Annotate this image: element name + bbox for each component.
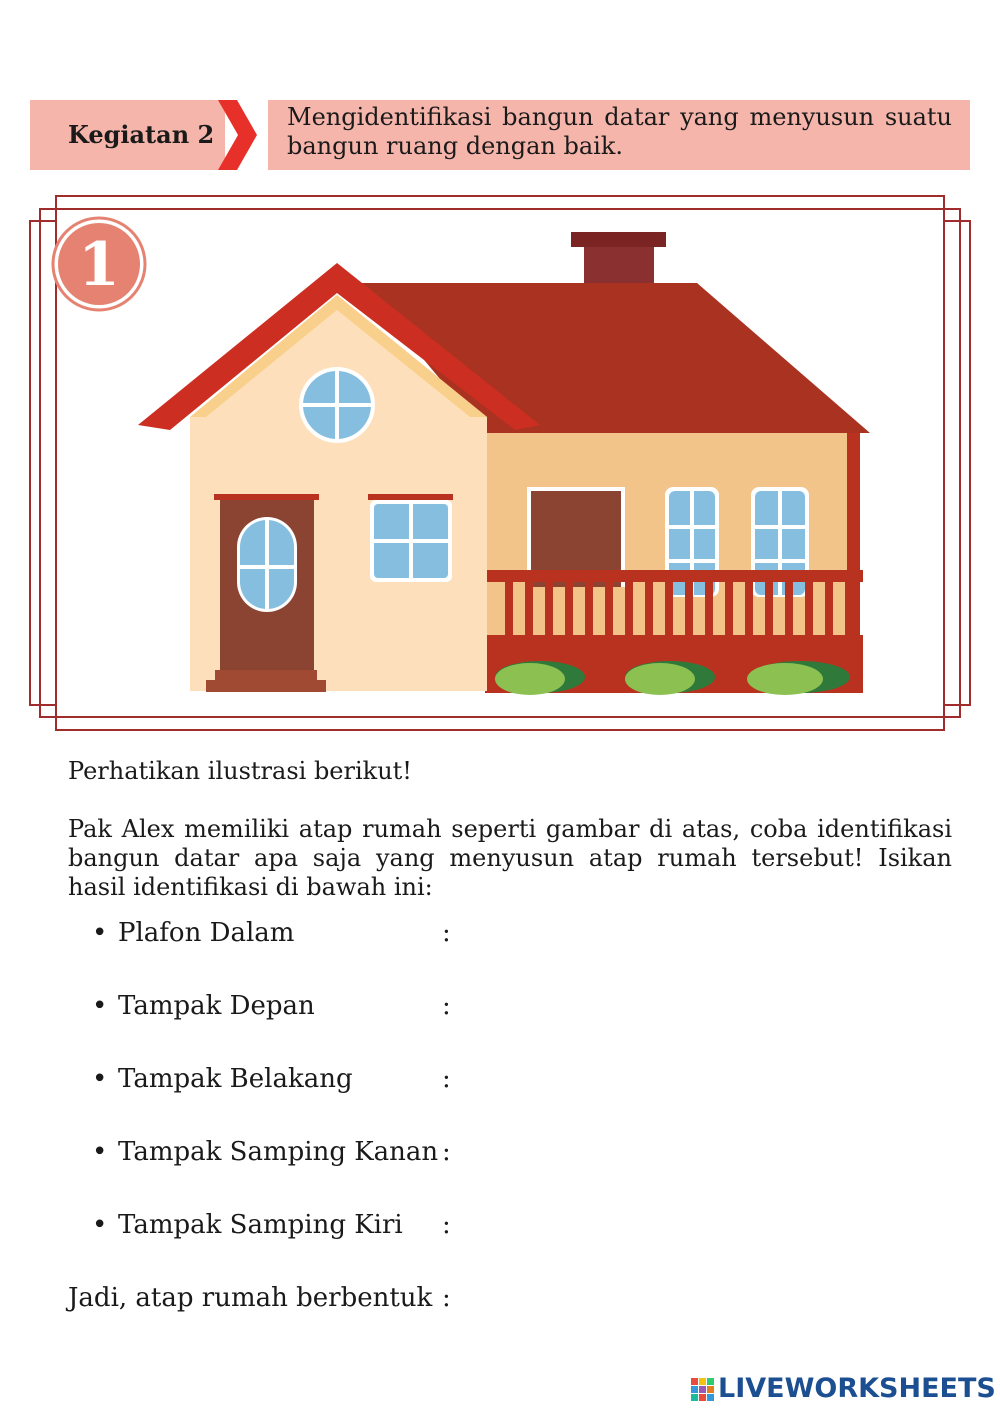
intro-text: Perhatikan ilustrasi berikut! bbox=[68, 757, 412, 785]
objective-text: Mengidentifikasi bangun datar yang menyusun suatu bangun ruang dengan baik. bbox=[287, 103, 952, 160]
question-text: Pak Alex memiliki atap rumah seperti gambar di atas, coba identifikasi bangun datar apa saja yang menyusun atap rumah tersebut! Isikan hasil identifikasi di bawah ini: bbox=[68, 815, 952, 901]
list-item: • Tampak Depan bbox=[92, 991, 315, 1021]
chevron-right-icon bbox=[215, 100, 260, 170]
conclusion-label: Jadi, atap rumah berbentuk bbox=[68, 1283, 433, 1313]
list-item: • Tampak Belakang bbox=[92, 1064, 353, 1094]
activity-label: Kegiatan 2 bbox=[68, 120, 215, 149]
brand-name[interactable]: LIVEWORKSHEETS bbox=[718, 1373, 996, 1404]
answer-colon: : bbox=[442, 1137, 451, 1167]
liveworksheets-logo-icon bbox=[690, 1375, 716, 1405]
badge-number: 1 bbox=[78, 230, 120, 300]
house-illustration bbox=[130, 225, 880, 700]
answer-colon: : bbox=[442, 918, 451, 948]
answer-colon: : bbox=[442, 1210, 451, 1240]
answer-colon: : bbox=[442, 991, 451, 1021]
conclusion-colon: : bbox=[442, 1283, 451, 1313]
list-item: • Plafon Dalam bbox=[92, 918, 295, 948]
list-item: • Tampak Samping Kiri bbox=[92, 1210, 403, 1240]
list-item: • Tampak Samping Kanan bbox=[92, 1137, 439, 1167]
answer-colon: : bbox=[442, 1064, 451, 1094]
